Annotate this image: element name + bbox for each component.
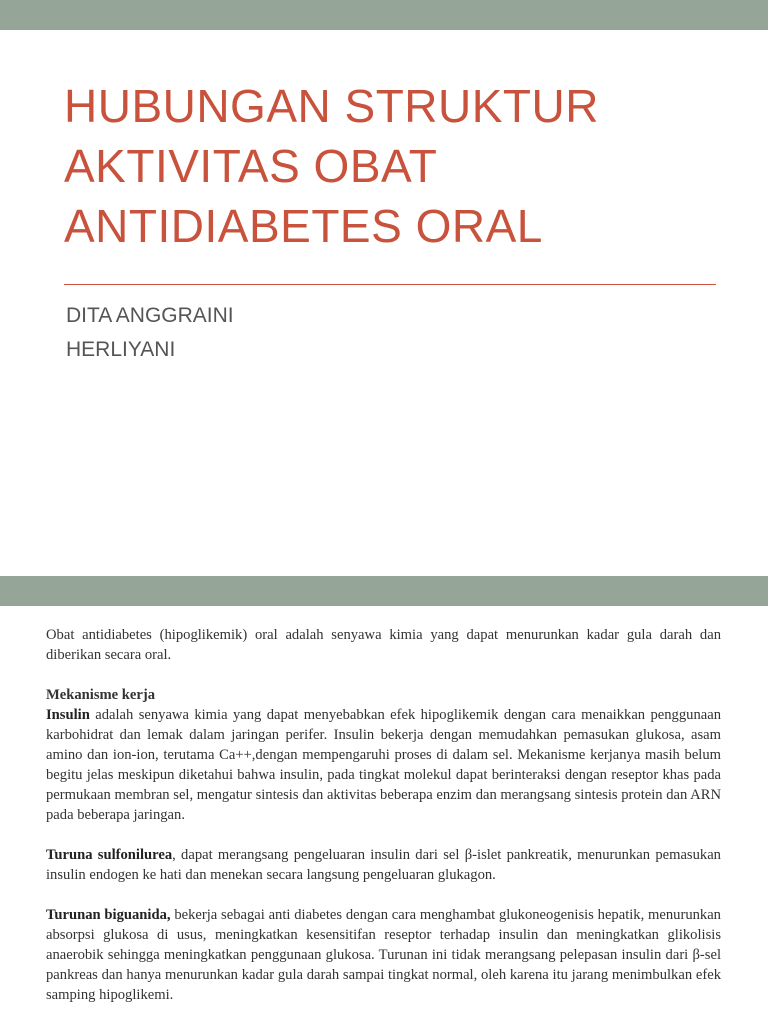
author-1: DITA ANGGRAINI — [66, 304, 234, 327]
biguanida-text: bekerja sebagai anti diabetes dengan cara menghambat glukoneogenisis hepatik, menurunkan absorpsi glukosa di usus, meningkatkan kesensitifan reseptor terhadap insulin dan meningkatkan glikolisis anaerobik sehingga meningkatkan penggunaan glukosa. Turunan ini tidak merangsang pelepasan insulin dari β-sel pankreas dan hanya menurunkan kadar gula darah sampai tingkat normal, oleh karena itu jarang menimbulkan efek samping hipoglikemi. — [46, 907, 721, 1003]
insulin-term: Insulin — [46, 707, 90, 723]
sulfonilurea-text: , dapat merangsang pengeluaran insulin dari sel β-islet pankreatik, menurunkan pemasukan insulin endogen ke hati dan menekan secara langsung pengeluaran glukagon. — [46, 847, 721, 883]
slide-subtitle — [66, 299, 234, 367]
title-line-2: AKTIVITAS OBAT — [64, 140, 438, 192]
top-accent-bar — [0, 0, 768, 30]
sulfonilurea-paragraph — [46, 845, 721, 885]
title-line-1: HUBUNGAN STRUKTUR — [64, 80, 599, 132]
insulin-text: adalah senyawa kimia yang dapat menyebabkan efek hipoglikemik dengan cara menaikkan penggunaan karbohidrat dan lemak dalam jaringan perifer. Insulin bekerja dengan memudahkan pemasukan glukosa, asam amino dan ion-ion, terutama Ca++,dengan mempengaruhi proses di dalam sel. Mekanisme kerjanya masih belum begitu jelas meskipun diketahui bahwa insulin, pada tingkat molekul dapat berinteraksi dengan reseptor khas pada permukaan membran sel, mengatur sintesis dan aktivitas beberapa enzim dan merangsang sintesis protein dan ARN pada beberapa jaringan. — [46, 707, 721, 823]
section-separator-bar — [0, 576, 768, 606]
biguanida-term: Turunan biguanida, — [46, 907, 171, 923]
author-2: HERLIYANI — [66, 338, 176, 361]
title-divider — [64, 284, 716, 285]
section-heading: Mekanisme kerja — [46, 687, 156, 703]
intro-paragraph: Obat antidiabetes (hipoglikemik) oral adalah senyawa kimia yang dapat menurunkan kadar gula darah dan diberikan secara oral. — [46, 627, 721, 663]
biguanida-paragraph — [46, 905, 721, 1005]
sulfonilurea-term: Turuna sulfonilurea — [46, 847, 173, 863]
slide-title — [64, 76, 744, 256]
title-line-3: ANTIDIABETES ORAL — [64, 200, 543, 252]
document-body — [46, 625, 721, 1005]
insulin-paragraph — [46, 705, 721, 825]
